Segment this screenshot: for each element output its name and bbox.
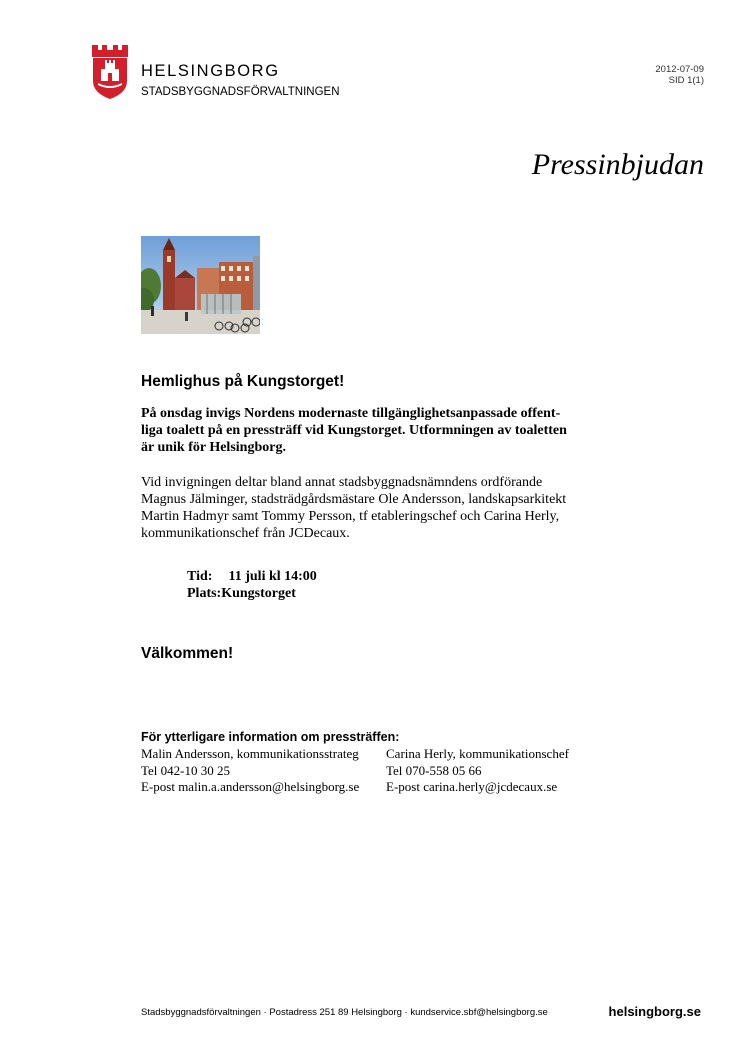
lead-line: På onsdag invigs Nordens modernaste tillgänglighetsanpassade offent- (141, 406, 561, 421)
contact-heading: För ytterligare information om pressträffen: (141, 730, 400, 744)
welcome-text: Välkommen! (141, 645, 234, 662)
footer-website-link[interactable]: helsingborg.se (608, 1004, 701, 1019)
org-name: HELSINGBORG (141, 62, 280, 80)
body-paragraph (141, 474, 611, 542)
body-line: kommunikationschef från JCDecaux. (141, 526, 350, 541)
lead-line: liga toalett på en pressträff vid Kungstorget. Utformningen av toaletten (141, 423, 567, 438)
contact-email[interactable]: E-post carina.herly@jcdecaux.se (386, 779, 558, 794)
lead-paragraph (141, 405, 611, 456)
contact-name: Carina Herly, kommunikationschef (386, 746, 569, 761)
body-line: Martin Hadmyr samt Tommy Persson, tf etableringschef och Carina Herly, (141, 509, 560, 524)
body-line: Magnus Jälminger, stadsträdgårdsmästare Ole Andersson, landskapsarkitekt (141, 492, 567, 507)
time-label: Tid: (187, 569, 213, 584)
event-details (187, 568, 317, 602)
document-date: 2012-07-09 (655, 64, 704, 75)
body-line: Vid invigningen deltar bland annat stadsbyggnadsnämndens ordförande (141, 475, 543, 490)
contact-person-2 (386, 746, 569, 796)
department-name: STADSBYGGNADSFÖRVALTNINGEN (141, 86, 340, 98)
town-hall-square-photo (141, 236, 260, 334)
page-number: SID 1(1) (668, 75, 704, 86)
contact-person-1 (141, 746, 359, 796)
city-coat-of-arms-icon (92, 45, 128, 99)
contact-phone: Tel 070-558 05 66 (386, 762, 482, 778)
contact-email[interactable]: E-post malin.a.andersson@helsingborg.se (141, 779, 360, 794)
place-value: Kungstorget (221, 586, 296, 601)
time-value: 11 juli kl 14:00 (228, 569, 317, 584)
place-label: Plats: (187, 586, 222, 601)
footer-address: Stadsbyggnadsförvaltningen · Postadress 251 89 Helsingborg · kundservice.sbf@helsingborg.se (141, 1007, 548, 1018)
contact-name: Malin Andersson, kommunikationsstrateg (141, 746, 359, 761)
document-type-title: Pressinbjudan (531, 148, 704, 181)
headline: Hemlighus på Kungstorget! (141, 373, 345, 390)
lead-line: är unik för Helsingborg. (141, 440, 286, 455)
contact-phone: Tel 042-10 30 25 (141, 762, 230, 778)
